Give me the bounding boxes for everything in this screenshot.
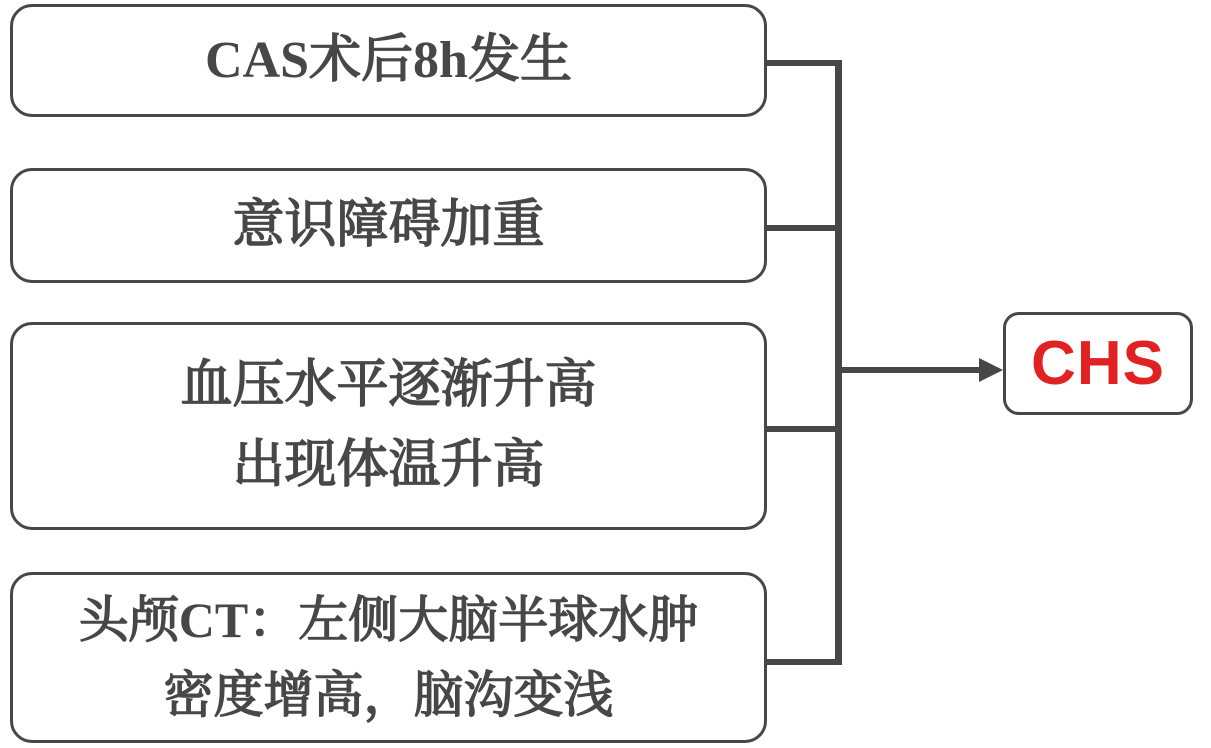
- connector-box2-to-trunk: [765, 225, 842, 231]
- cause-box-bp-temp-text-line1: 血压水平逐渐升高: [180, 357, 597, 414]
- connector-trunk-vertical-line: [835, 60, 842, 665]
- cause-box-consciousness-text: 意识障碍加重: [232, 196, 545, 254]
- connector-box1-to-trunk: [765, 60, 842, 66]
- connector-box4-to-trunk: [765, 659, 842, 665]
- cause-box-consciousness: [10, 168, 767, 283]
- result-box-chs: [1003, 312, 1193, 415]
- result-box-chs-label: CHS: [1031, 328, 1165, 398]
- cause-box-ct-findings: [10, 572, 767, 743]
- connector-box3-to-trunk: [765, 426, 842, 432]
- arrowhead-right-icon: [979, 358, 1003, 382]
- cause-box-bp-temp-text-line2: 出现体温升高: [232, 437, 545, 494]
- cause-box-ct-findings-text-line2: 密度增高，脑沟变浅: [163, 666, 614, 723]
- cause-box-bp-temp: [10, 322, 767, 530]
- cause-box-ct-findings-text-line1: 头颅CT：左侧大脑半球水肿: [78, 591, 699, 648]
- arrow-to-chs-shaft: [838, 367, 980, 373]
- cause-box-cas-onset: [10, 4, 767, 117]
- cause-box-cas-onset-text: CAS术后8h发生: [205, 31, 572, 89]
